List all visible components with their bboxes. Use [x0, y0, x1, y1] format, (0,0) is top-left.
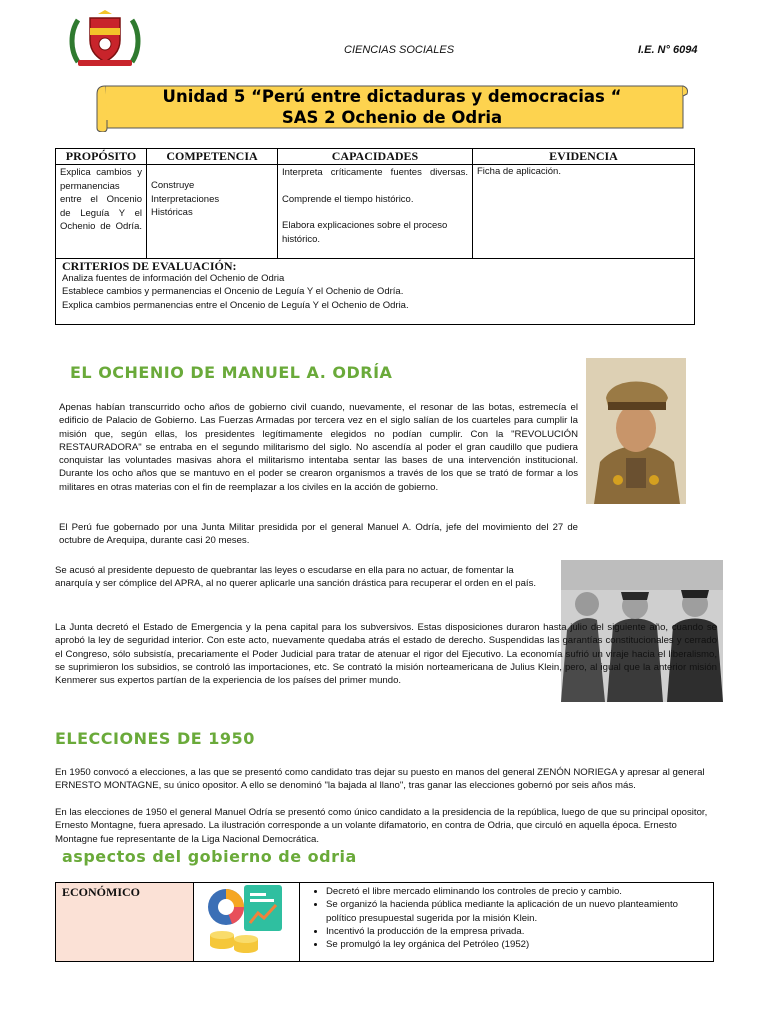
capacidad-1: Interpreta críticamente fuentes diversas. [282, 167, 468, 178]
planning-table [55, 148, 695, 325]
elecciones-paragraph-1: En 1950 convocó a elecciones, a las que se presentó como candidato tras dejar su puesto en manos del general ZENÓN NORIEGA y apresar al general ERNESTO MONTAGNE, su único opositor. A ello se denominó "la bajada al llano", tras ganar las elecciones gobernó por seis años más. [55, 767, 705, 792]
subject-title: CIENCIAS SOCIALES [344, 44, 455, 56]
ochenio-paragraph-2: El Perú fue gobernado por una Junta Militar presidida por el general Manuel A. Odría, jefe del movimiento del 27 de octubre de Arequipa, durante casi 20 meses. [59, 522, 578, 547]
economico-item-4: • Se promulgó la ley orgánica del Petróleo (1952) [326, 938, 709, 951]
economico-bullets-cell [300, 883, 714, 962]
proposito-cell: Explica cambios y permanencias entre el Oncenio de Leguía Y el Ochenio de Odría. [56, 165, 147, 259]
criterio-1: Analiza fuentes de información del Ochenio de Odria [62, 273, 285, 284]
unit-title-line2: SAS 2 Ochenio de Odria [281, 108, 503, 127]
odria-portrait [586, 358, 686, 504]
competencia-cell [147, 165, 278, 259]
school-logo [68, 10, 142, 68]
competencia-text: Construye Interpretaciones Históricas [151, 180, 220, 218]
finance-icon [202, 883, 292, 961]
header-competencia: COMPETENCIA [147, 149, 278, 165]
section-ochenio-title: EL OCHENIO DE MANUEL A. ODRÍA [70, 363, 393, 382]
aspectos-table [55, 882, 714, 962]
evidencia-cell: Ficha de aplicación. [473, 165, 695, 259]
capacidad-2: Comprende el tiempo histórico. [282, 193, 414, 205]
header-capacidades: CAPACIDADES [278, 149, 473, 165]
unit-title-line1: Unidad 5 “Perú entre dictaduras y democracias “ [162, 87, 622, 106]
economico-label-cell [56, 883, 194, 962]
elecciones-paragraph-2: En las elecciones de 1950 el general Manuel Odría se presentó como único candidato a la presidencia de la república, luego de que su principal opositor, Ernesto Montagne, fuera apresado. La ilustración corresponde a un volante difamatorio, en contra de Odria, que circuló en aquella época. Ernesto Montagne fue representante de la Liga Nacional Democrática. [55, 807, 708, 845]
capacidades-cell [278, 165, 473, 259]
section-aspectos-title: aspectos del gobierno de odria [62, 847, 357, 866]
ochenio-paragraph-3: Se acusó al presidente depuesto de quebrantar las leyes o escudarse en ella para no actuar, de fomentar la anarquía y ser cómplice del APRA, al no querer aplicarle una sanción drástica para recuperar el orden en el país. [55, 565, 537, 590]
header-proposito: PROPÓSITO [56, 149, 147, 165]
criterios-cell [56, 259, 695, 325]
economico-item-3: • Incentivó la producción de la empresa privada. [326, 925, 709, 938]
ochenio-paragraph-4: La Junta decretó el Estado de Emergencia y la pena capital para los subversivos. Estas disposiciones duraron hasta julio del siguiente año, cuando se aprobó la ley de seguridad interior. Con este acto, nuevamente quedaba atrás el estado de derecho. Suspendidas las garantías constitucionales y cerrado el Congreso, sólo subsistía, precariamente el Poder Judicial para tratar de atenuar el rigor del Ejecutivo. La economía sufrió un viraje hacia el liberalismo, se suprimieron los subsidios, se controló las importaciones, etc. Se contrató la misión norteamericana de Julius Klein, pero, al igual que la anterior misión Kenmerer sus expertos partían de la experiencia de los países del primer mundo. [55, 622, 717, 687]
economico-item-1: • Decretó el libre mercado eliminando los controles de precio y cambio. [326, 885, 709, 898]
header-evidencia: EVIDENCIA [473, 149, 695, 165]
economico-label: ECONÓMICO [62, 885, 140, 899]
ochenio-paragraph-1: Apenas habían transcurrido ocho años de gobierno civil cuando, nuevamente, el resonar de las botas, estremecía el edificio de Palacio de Gobierno. Las Fuerzas Armadas por tercera vez en el siglo salían de los cuarteles para cumplir la misión que, según ellas, los presidentes legítimamente elegidos no podían cumplir. Con la "REVOLUCIÓN RESTAURADORA" se entraba en el segundo militarismo del siglo. No ascendía al poder el gran caudillo que pudiera conquistar las voluntades masivas ahora el militarismo intentaba sentar las bases de una intervención institucional. Durante los ocho años que se mantuvo en el poder se crearon organismos a través de los que se trató de formar a los militares en otras materias con el fin de reemplazar a los civiles en la acción de gobierno. [59, 402, 578, 493]
capacidad-3: Elabora explicaciones sobre el proceso histórico. [282, 220, 448, 245]
economico-icon-cell [194, 883, 300, 962]
criterios-title: CRITERIOS DE EVALUACIÓN: [62, 259, 237, 273]
criterio-2: Establece cambios y permanencias el Oncenio de Leguía Y el Ochenio de Odría. [62, 286, 404, 298]
school-code: I.E. N° 6094 [638, 44, 698, 56]
economico-list [300, 885, 709, 951]
unit-title [95, 86, 689, 128]
economico-item-2: • Se organizó la hacienda pública mediante la aplicación de un nuevo planteamiento político presupuestal sugerida por la misión Klein. [326, 898, 709, 925]
criterio-3: Explica cambios permanencias entre el Oncenio de Leguía Y el Ochenio de Odria. [62, 299, 409, 311]
section-elecciones-title: ELECCIONES DE 1950 [55, 729, 255, 748]
